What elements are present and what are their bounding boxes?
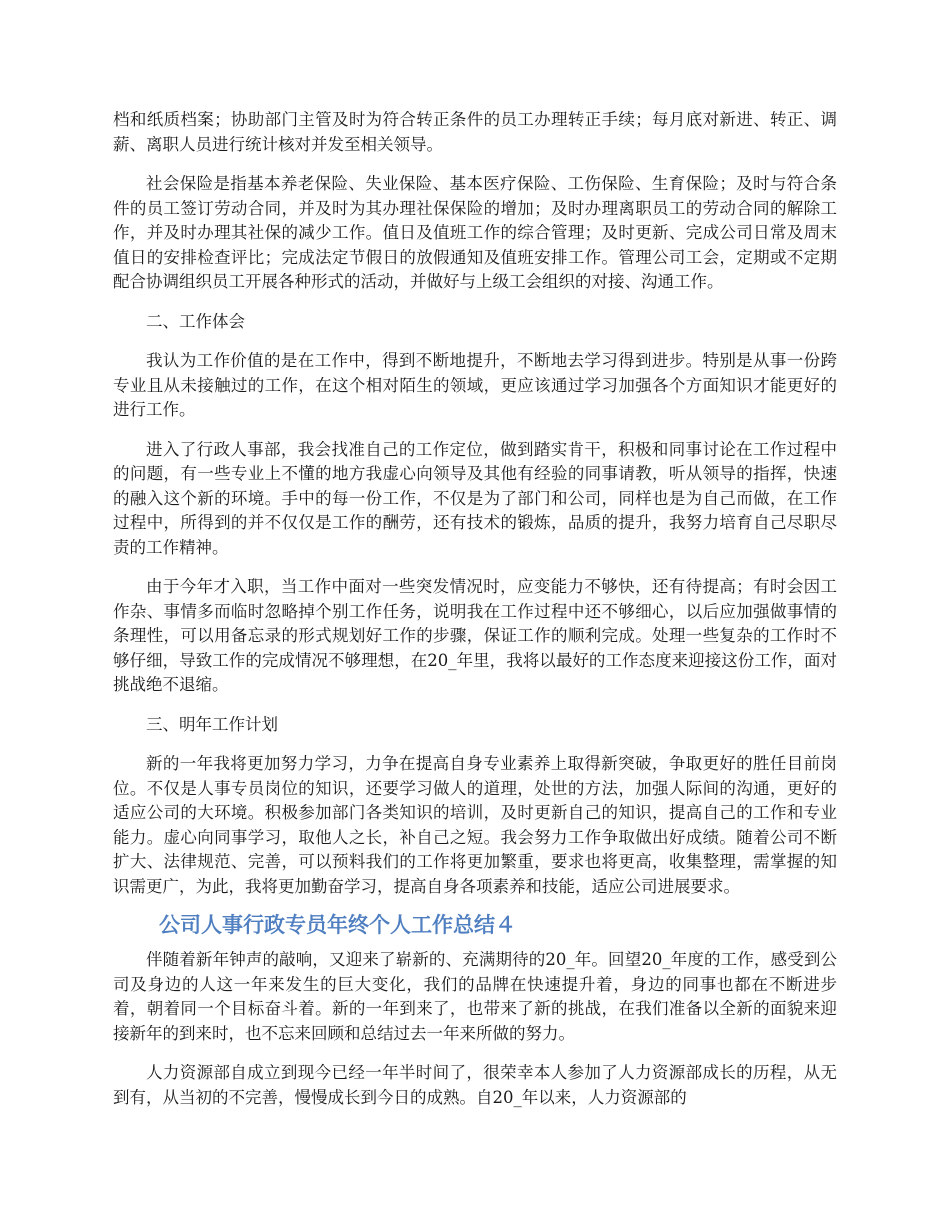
paragraph-work-value: 我认为工作价值的是在工作中，得到不断地提升，不断地去学习得到进步。特别是从事一份跨专业且从未接触过的工作，在这个相对陌生的领域，更应该通过学习加强各个方面知识才能更好的进行工作。 — [113, 351, 837, 419]
paragraph-next-year-plan: 新的一年我将更加努力学习，力争在提高自身专业素养上取得新突破，争取更好的胜任目前岗位。不仅是人事专员岗位的知识，还要学习做人的道理，处世的方法，加强人际间的沟通，更好的适应公司的大环境。积极参加部门各类知识的培训，及时更新自己的知识，提高自己的工作和专业能力。虚心向同事学习，取他人之长，补自己之短。我会努力工作争取做出好成绩。随着公司不断扩大、法律规范、完善，可以预料我们的工作将更加繁重，要求也将更高，收集整理，需掌握的知识需更广，为此，我将更加勤奋学习，提高自身各项素养和技能，适应公司进展要求。 — [113, 754, 837, 896]
section-heading-next-year-plan: 三、明年工作计划 — [146, 714, 278, 734]
document-page — [113, 108, 837, 1125]
paragraph-new-year: 伴随着新年钟声的敲响，又迎来了崭新的、充满期待的20_年。回望20_年度的工作，感受到公司及身边的人这一年来发生的巨大变化，我们的品牌在快速提升着，身边的同事也都在不断进步着，朝着同一个目标奋斗着。新的一年到来了，也带来了新的挑战，在我们准备以全新的面貌来迎接新年的到来时，也不忘来回顾和总结过去一年来所做的努力。 — [113, 950, 837, 1043]
article-title: 公司人事行政专员年终个人工作总结４ — [159, 913, 516, 937]
section-heading-work-experience: 二、工作体会 — [146, 311, 245, 331]
paragraph-social-insurance: 社会保险是指基本养老保险、失业保险、基本医疗保险、工伤保险、生育保险；及时与符合条件的员工签订劳动合同，并及时为其办理社保保险的增加；及时办理离职员工的劳动合同的解除工作，并及时办理其社保的减少工作。值日及值班工作的综合管理；及时更新、完成公司日常及周末值日的安排检查评比；完成法定节假日的放假通知及值班安排工作。管理公司工会，定期或不定期配合协调组织员工开展各种形式的活动，并做好与上级工会组织的对接、沟通工作。 — [113, 174, 837, 291]
paragraph-hr-department: 人力资源部自成立到现今已经一年半时间了，很荣幸本人参加了人力资源部成长的历程，从无到有，从当初的不完善，慢慢成长到今日的成熟。自20_年以来，人力资源部的 — [113, 1063, 837, 1107]
paragraph-shortcomings: 由于今年才入职，当工作中面对一些突发情况时，应变能力不够快，还有待提高；有时会因工作杂、事情多而临时忽略掉个别工作任务，说明我在工作过程中还不够细心，以后应加强做事情的条理性，可以用备忘录的形式规划好工作的步骤，保证工作的顺利完成。处理一些复杂的工作时不够仔细，导致工作的完成情况不够理想，在20_年里，我将以最好的工作态度来迎接这份工作，面对挑战绝不退缩。 — [113, 577, 837, 694]
paragraph-joining-department: 进入了行政人事部，我会找准自己的工作定位，做到踏实肯干，积极和同事讨论在工作过程中的问题，有一些专业上不懂的地方我虚心向领导及其他有经验的同事请教，听从领导的指挥，快速的融入这个新的环境。手中的每一份工作，不仅是为了部门和公司，同样也是为自己而做，在工作过程中，所得到的并不仅仅是工作的酬劳，还有技术的锻炼，品质的提升，我努力培育自己尽职尽责的工作精神。 — [113, 439, 837, 557]
paragraph-continued: 档和纸质档案；协助部门主管及时为符合转正条件的员工办理转正手续；每月底对新进、转正、调薪、离职人员进行统计核对并发至相关领导。 — [113, 110, 837, 154]
